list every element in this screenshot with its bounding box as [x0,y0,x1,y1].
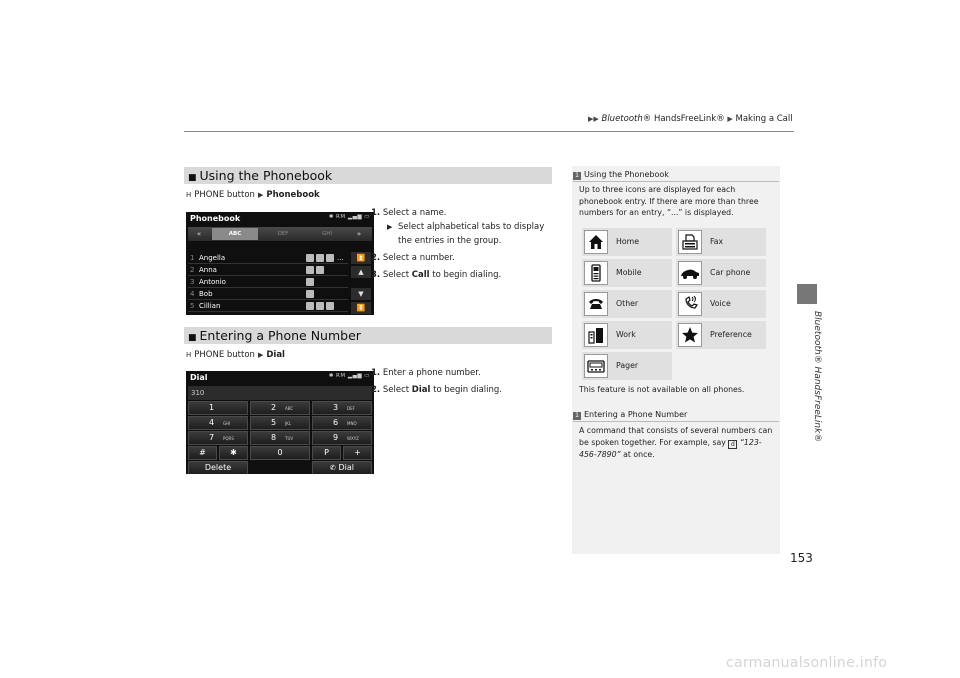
section-square-icon: ■ [188,173,197,183]
key-digit: 4 [209,418,215,427]
step-bold: Call [411,270,430,280]
phonebook-entry[interactable] [188,288,348,300]
voice-icon [678,292,702,316]
key-letters: WXYZ [347,436,359,441]
phonebook-entry[interactable] [188,300,348,312]
step-number: 1. [371,208,381,218]
next-tab-icon[interactable]: » [356,230,362,238]
home-icon [584,230,608,254]
entry-name: Antonio [199,278,226,286]
phone-icon [584,292,608,316]
step [371,268,555,282]
scroll-down-icon[interactable]: ▼ [351,288,371,300]
entry-name: Anna [199,266,217,274]
section-square-icon: ■ [188,333,197,343]
key-6[interactable] [312,416,372,430]
substep-text: Select alphabetical tabs to display the entries in the group. [398,222,545,246]
talk-icon: d [728,440,737,449]
status-icons: ✱ RM ▂▄▆ ▭ [328,214,370,220]
key-letters: JKL [285,421,292,426]
legend-preference [676,321,766,349]
legend-work [582,321,672,349]
menu-path-dial [186,350,285,360]
section-title: Using the Phonebook [199,168,333,183]
mobile-icon [316,302,324,310]
key-1[interactable] [188,401,248,415]
legend-label: Fax [710,237,724,246]
note-badge: 1 [573,172,581,180]
dial-button[interactable] [312,461,372,474]
substep [371,220,555,248]
key-letters: PQRS [223,436,234,441]
note-text-part: A command that consists of several numbers can be spoken together. For example, say [579,426,773,447]
section-header-dial [184,327,552,344]
legend-label: Car phone [710,268,751,277]
key-5[interactable] [250,416,310,430]
home-button-icon: H [186,191,192,199]
legend-other [582,290,672,318]
key-pause[interactable]: P [312,446,341,460]
note-title-dial [573,410,687,420]
path-target: Dial [266,350,285,360]
substep-arrow-icon: ▶ [387,223,393,231]
dial-number-display: 310 [188,386,372,400]
handset-icon: ✆ [330,464,336,472]
key-digit: 1 [209,403,215,412]
key-8[interactable] [250,431,310,445]
entry-index: 4 [190,290,195,298]
entry-index: 1 [190,254,195,262]
menu-path-phonebook [186,190,320,200]
key-digit: 2 [271,403,277,412]
car-icon [678,261,702,285]
key-9[interactable] [312,431,372,445]
mobile-icon [584,261,608,285]
breadcrumb-part2: ® HandsFreeLink® [642,114,725,124]
note-title-text: Entering a Phone Number [584,410,688,419]
home-icon [306,266,314,274]
scroll-bottom-icon[interactable]: ⏬ [351,302,371,314]
step-number: 3. [371,270,381,280]
key-digit: 5 [271,418,277,427]
key-4[interactable] [188,416,248,430]
page-number: 153 [790,551,813,565]
status-icons: ✱ RM ▂▄▆ ▭ [328,373,370,379]
entry-name: Bob [199,290,213,298]
phonebook-screen [186,212,374,315]
key-2[interactable] [250,401,310,415]
note-footer: This feature is not available on all phones. [579,385,745,394]
key-star[interactable]: ✱ [219,446,248,460]
chapter-side-label-text: Bluetooth® HandsFreeLink® [812,311,822,443]
entry-index: 3 [190,278,195,286]
note-text-phonebook: Up to three icons are displayed for each phonebook entry. If there are more than three numbers for an entry, “...” is displayed. [579,185,759,217]
step [371,206,555,220]
mobile-icon [306,278,314,286]
steps-dial [371,366,555,397]
chapter-tab-marker [797,284,817,304]
step [371,366,555,380]
prev-tab-icon[interactable]: « [196,230,202,238]
entry-index: 5 [190,302,195,310]
key-letters: GHI [223,421,231,426]
step-text: Select a number. [382,253,455,263]
key-letters: TUV [285,436,294,441]
legend-mobile [582,259,672,287]
breadcrumb-part3: Making a Call [735,114,793,124]
note-title-phonebook [573,170,669,180]
mobile-icon [316,254,324,262]
note-quote: “123-456-7890” [579,437,762,459]
key-digit: 3 [333,403,339,412]
legend-fax [676,228,766,256]
path-arrow-icon: ▶ [257,191,264,199]
path-arrow-icon: ▶ [257,351,264,359]
mobile-icon [316,266,324,274]
key-digit: 6 [333,418,339,427]
header-rule [184,131,794,132]
note-rule [573,421,779,422]
path-prefix: PHONE button [194,350,255,360]
note-text-part: at once. [623,449,655,459]
work-icon [326,302,334,310]
key-7[interactable] [188,431,248,445]
key-letters: ABC [285,406,294,411]
legend-label: Mobile [616,268,642,277]
legend-pager [582,352,672,380]
tab-def[interactable]: DEF [277,231,289,237]
tab-ghi[interactable]: GHI [321,231,333,237]
step [371,383,555,397]
path-target: Phonebook [266,190,320,200]
chapter-side-label [810,311,824,471]
more-indicator: ... [337,254,344,262]
delete-button[interactable]: Delete [188,461,248,474]
note-badge: 1 [573,412,581,420]
star-icon [678,323,702,347]
key-letters: DEF [347,406,355,411]
step-text: Select [382,385,412,395]
section-title: Entering a Phone Number [199,328,361,343]
entry-index: 2 [190,266,195,274]
step-text: Select [382,270,412,280]
alphabet-tabs [188,227,372,241]
legend-label: Work [616,330,636,339]
scroll-top-icon[interactable]: ⏫ [351,252,371,264]
legend-voice [676,290,766,318]
breadcrumb-part1: Bluetooth [601,114,643,124]
legend-label: Other [616,299,639,308]
work-icon [326,254,334,262]
breadcrumb-arrow-icon: ▶▶ [588,115,599,123]
step-text: to begin dialing. [430,385,503,395]
step-number: 2. [371,253,381,263]
step-text: to begin dialing. [429,270,502,280]
section-header-phonebook [184,167,552,184]
key-3[interactable] [312,401,372,415]
dial-button-label: Dial [338,463,354,472]
watermark: carmanualsonline.info [726,655,888,671]
entry-name: Angella [199,254,226,262]
building-icon [584,323,608,347]
step-bold: Dial [411,385,431,395]
steps-phonebook [371,206,555,282]
tab-abc[interactable]: ABC [212,228,258,240]
key-digit: 8 [271,433,277,442]
scroll-up-icon[interactable]: ▲ [351,266,371,278]
path-prefix: PHONE button [194,190,255,200]
key-digit: 7 [209,433,215,442]
step-number: 1. [371,368,381,378]
home-icon [306,254,314,262]
home-icon [306,302,314,310]
legend-label: Pager [616,361,639,370]
step-text: Select a name. [382,208,447,218]
phonebook-entry[interactable] [188,276,348,288]
note-text-dial [579,425,775,460]
legend-label: Home [616,237,640,246]
screen-title: Phonebook [190,214,241,223]
pager-icon [584,354,608,378]
breadcrumb-arrow-icon: ▶ [727,115,733,123]
entry-name: Cillian [199,302,221,310]
step-number: 2. [371,385,381,395]
key-letters: MNO [347,421,357,426]
dial-screen [186,371,374,474]
note-rule [573,181,779,182]
step [371,251,555,265]
fax-icon [678,230,702,254]
key-plus[interactable]: + [343,446,372,460]
note-title-text: Using the Phonebook [584,170,669,179]
key-digit: 9 [333,433,339,442]
legend-home [582,228,672,256]
screen-title: Dial [190,373,208,382]
legend-label: Voice [710,299,731,308]
step-text: Enter a phone number. [382,368,481,378]
key-hash[interactable]: # [188,446,217,460]
phonebook-entry[interactable] [188,264,348,276]
legend-label: Preference [710,330,752,339]
breadcrumb [588,114,793,124]
legend-car [676,259,766,287]
key-0[interactable]: 0 [250,446,310,460]
home-button-icon: H [186,351,192,359]
phonebook-entry[interactable] [188,252,348,264]
mobile-icon [306,290,314,298]
